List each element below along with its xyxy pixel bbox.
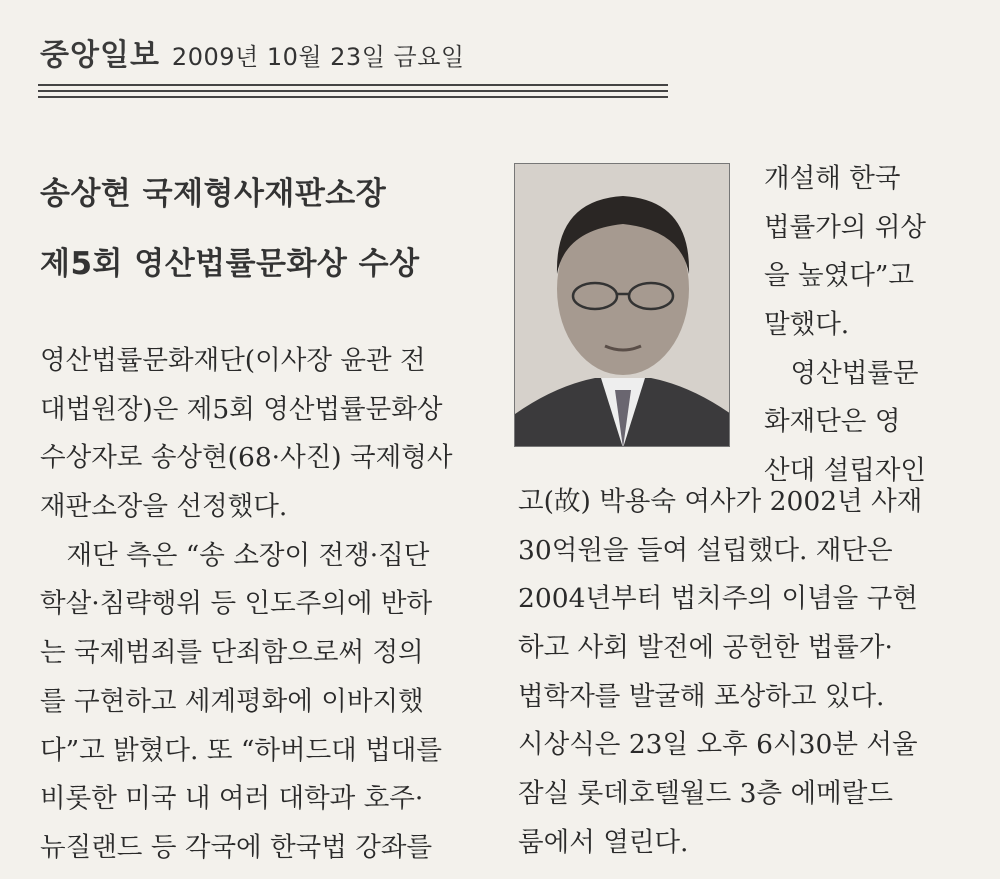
body-line: 영산법률문 xyxy=(764,357,919,389)
body-column-right-bottom xyxy=(518,478,922,868)
body-line: 비롯한 미국 내 여러 대학과 호주· xyxy=(40,783,424,815)
masthead xyxy=(40,30,465,80)
body-line: 시상식은 23일 오후 6시30분 서울 xyxy=(518,729,918,761)
body-line: 말했다. xyxy=(764,309,850,341)
body-line: 대법원장)은 제5회 영산법률문화상 xyxy=(40,393,443,425)
body-line: 뉴질랜드 등 각국에 한국법 강좌를 xyxy=(40,831,433,863)
body-line: 는 국제범죄를 단죄함으로써 정의 xyxy=(40,637,424,669)
body-line: 잠실 롯데호텔월드 3층 에메랄드 xyxy=(518,778,893,810)
body-line: 을 높였다”고 xyxy=(764,260,914,292)
masthead-rules xyxy=(38,84,668,102)
portrait-photo xyxy=(514,163,730,447)
body-column-left xyxy=(40,337,452,873)
newspaper-name: 중앙일보 xyxy=(40,38,160,73)
body-line: 법률가의 위상 xyxy=(764,211,927,243)
publication-date: 2009년 10월 23일 금요일 xyxy=(171,43,465,71)
body-line: 하고 사회 발전에 공헌한 법률가· xyxy=(518,632,893,664)
headline-line-1: 송상현 국제형사재판소장 xyxy=(40,176,387,212)
body-line: 개설해 한국 xyxy=(764,163,901,194)
body-line: 재단 측은 “송 소장이 전쟁·집단 xyxy=(40,539,430,571)
body-line: 고(故) 박용숙 여사가 2002년 사재 xyxy=(518,486,923,517)
body-line: 산대 설립자인 xyxy=(764,455,927,487)
headline-line-2: 제5회 영산법률문화상 수상 xyxy=(40,246,420,282)
body-line: 다”고 밝혔다. 또 “하버드대 법대를 xyxy=(40,734,442,766)
body-line: 학살·침략행위 등 인도주의에 반하 xyxy=(40,588,433,620)
body-line: 룸에서 열린다. xyxy=(518,826,689,858)
rule-line xyxy=(38,90,668,92)
body-line: 영산법률문화재단(이사장 윤관 전 xyxy=(40,345,426,376)
portrait-image xyxy=(515,164,730,447)
rule-line xyxy=(38,84,668,86)
body-line: 화재단은 영 xyxy=(764,406,901,438)
body-line: 30억원을 들여 설립했다. 재단은 xyxy=(518,534,893,566)
body-line: 수상자로 송상현(68·사진) 국제형사 xyxy=(40,442,453,474)
body-column-right-top xyxy=(764,155,926,496)
body-line: 를 구현하고 세계평화에 이바지했 xyxy=(40,685,424,717)
body-line: 법학자를 발굴해 포상하고 있다. xyxy=(518,680,885,712)
body-line: 2004년부터 법치주의 이념을 구현 xyxy=(518,583,918,615)
rule-line xyxy=(38,96,668,98)
body-line: 재판소장을 선정했다. xyxy=(40,491,288,523)
